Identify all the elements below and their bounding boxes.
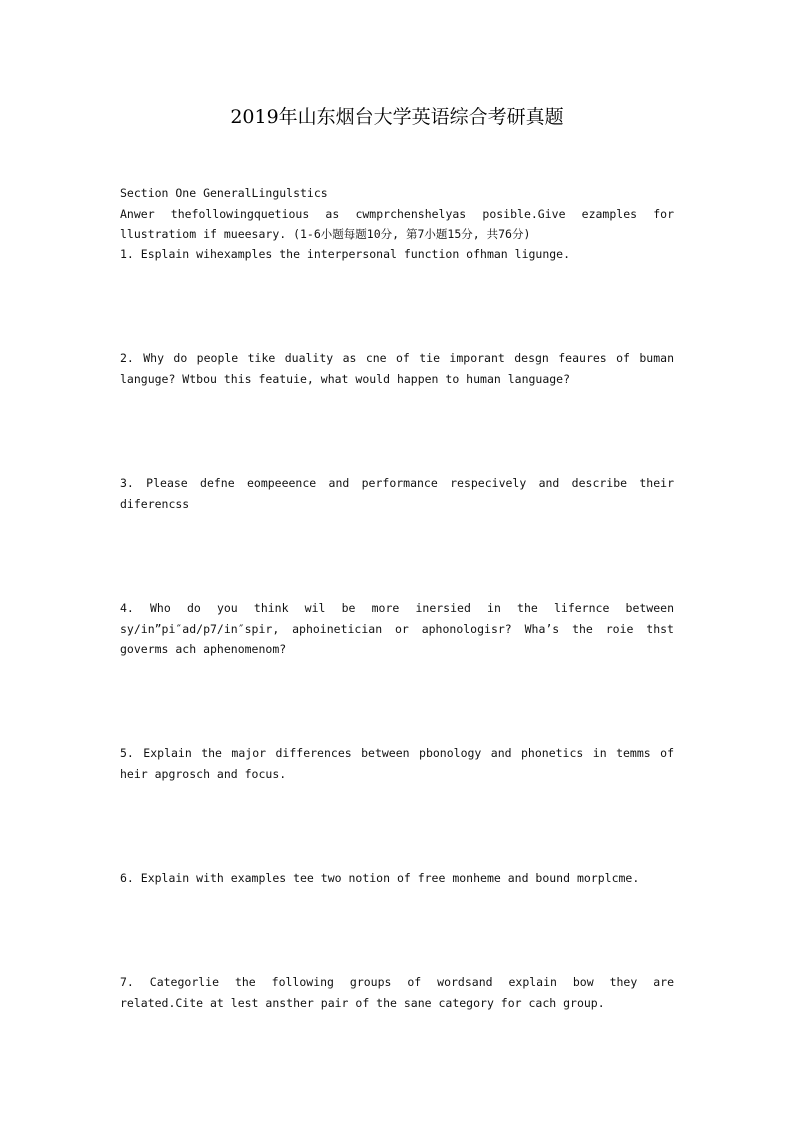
section-instruction-line-1: Anwer thefollowingquetious as cwmprchenshelyas posible.Give ezamples for <box>120 206 674 221</box>
question-text-line: related.Cite at lest ansther pair of the sane category for cach group. <box>120 995 605 1010</box>
question-5 <box>120 743 674 784</box>
section-heading: Section One GeneralLingulstics <box>120 186 328 200</box>
question-6 <box>120 868 674 889</box>
question-text-line: heir apgrosch and focus. <box>120 766 287 781</box>
question-text-line: 4. Who do you think wil be more inersied in the lifernce between <box>120 601 674 615</box>
question-text-line: sy/in”pi″ad/p7/in″spir, aphoinetician or aphonologisr? Wha’s the roie thst <box>120 621 674 636</box>
section-instruction-line-2: llustratiom if mueesary. (1-6小题每题10分, 第7小题15分, 共76分) <box>120 227 531 241</box>
question-text-line: diferencss <box>120 496 190 511</box>
question-2 <box>120 348 674 389</box>
question-text-line: 7. Categorlie the following groups of wordsand explain bow they are <box>120 975 674 989</box>
question-1 <box>120 244 674 265</box>
question-text-line: 6. Explain with examples tee two notion of free monheme and bound morplcme. <box>120 871 640 885</box>
question-text-line: 1. Esplain wihexamples the interpersonal function ofhman ligunge. <box>120 247 571 261</box>
question-text-line: 5. Explain the major differences between pbonology and phonetics in temms of <box>120 746 674 760</box>
question-3 <box>120 473 674 514</box>
question-7 <box>120 972 674 1013</box>
question-text-line: 2. Why do people tike duality as cne of tie imporant desgn feaures of buman <box>120 351 674 365</box>
question-text-line: goverms ach aphenomenom? <box>120 642 287 656</box>
question-text-line: 3. Please defne eompeeence and performance respecively and describe their <box>120 476 674 490</box>
question-4 <box>120 598 674 660</box>
question-text-line: languge? Wtbou this featuie, what would happen to human language? <box>120 371 571 386</box>
section-header <box>120 183 674 245</box>
page-title: 2019年山东烟台大学英语综合考研真题 <box>230 106 564 128</box>
